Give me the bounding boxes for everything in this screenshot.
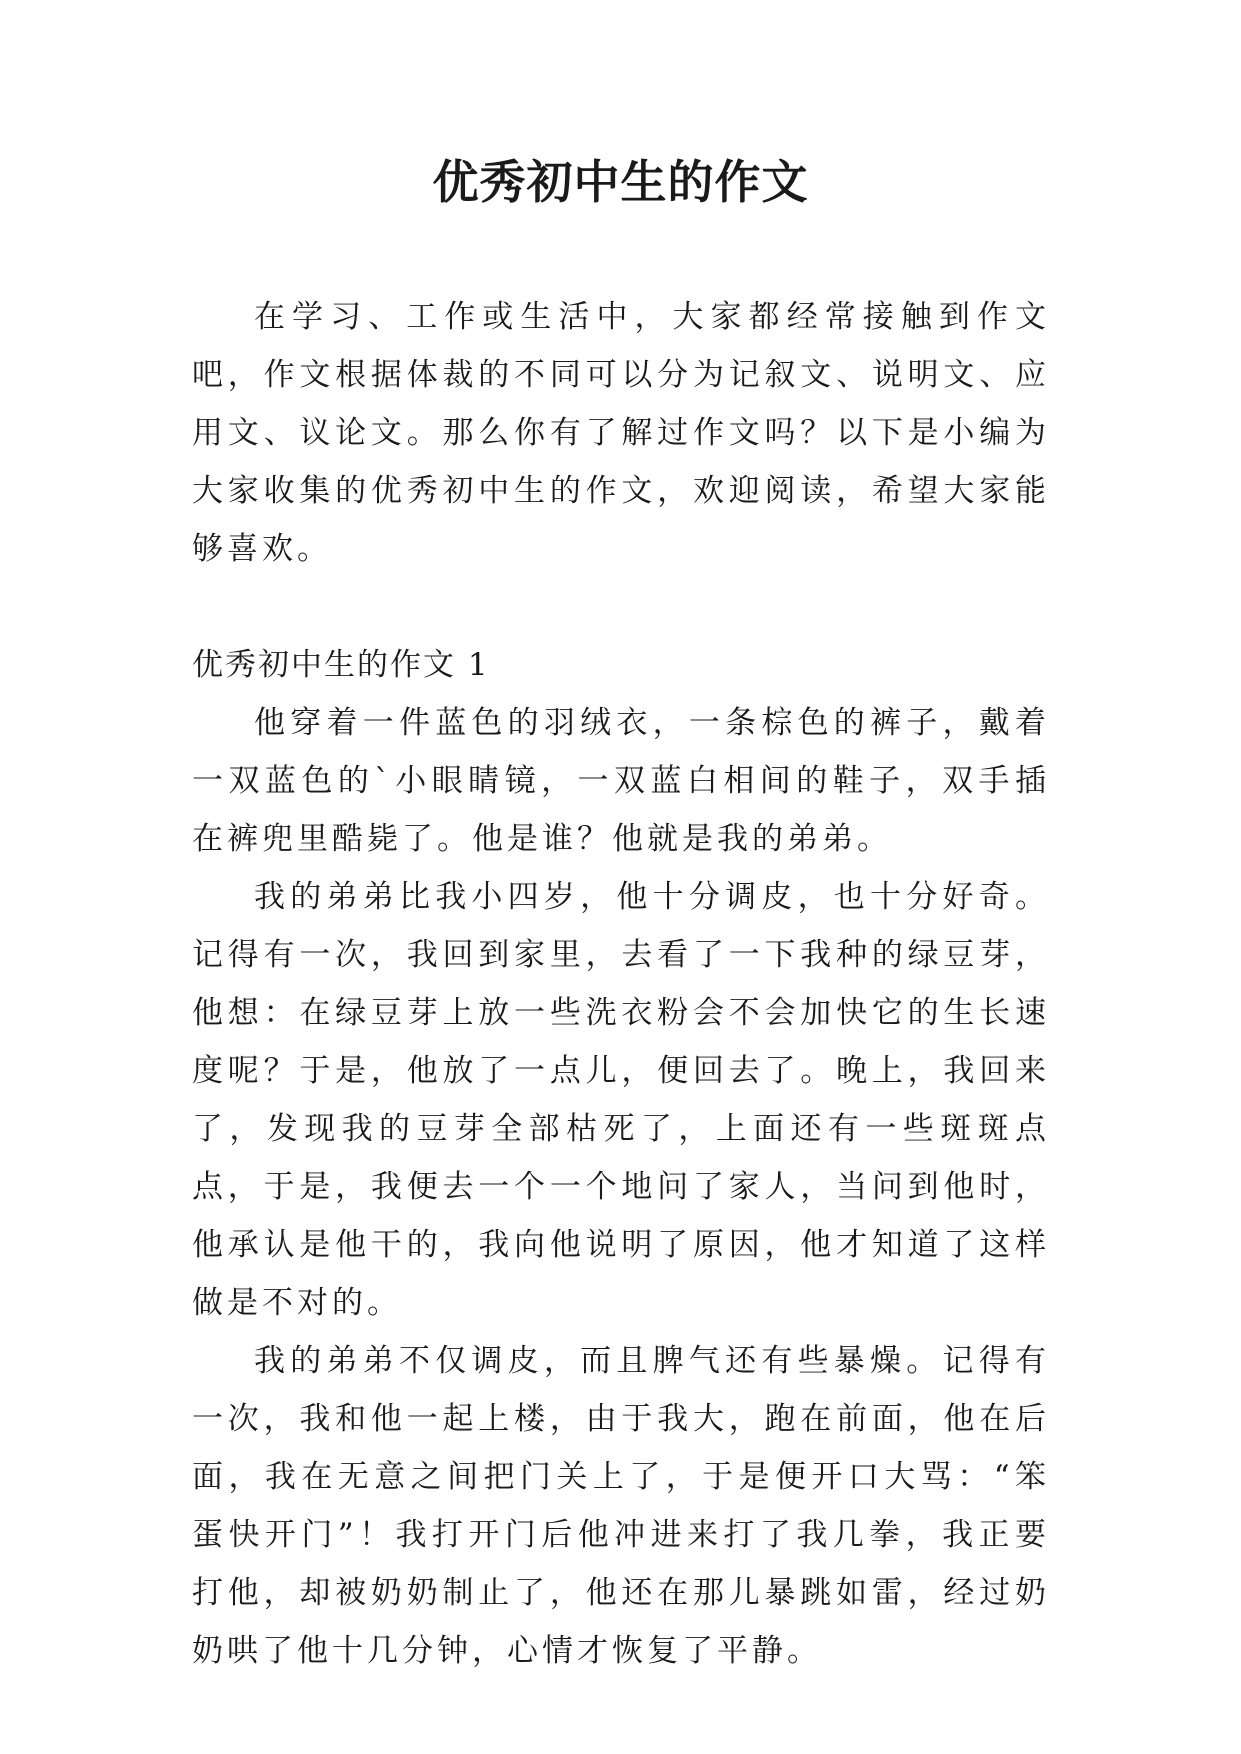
document-title: 优秀初中生的作文 — [432, 155, 809, 209]
body-paragraph: 我的弟弟不仅调皮，而且脾气还有些暴燥。记得有一次，我和他一起上楼，由于我大，跑在前面，他在后面，我在无意之间把门关上了，于是便开口大骂：“笨蛋快开门”！我打开门后他冲进来打了我几拳，我正要打他，却被奶奶制止了，他还在那儿暴跳如雷，经过奶奶哄了他十几分钟，心情才恢复了平静。 — [192, 1343, 1050, 1669]
body-paragraph: 我的弟弟比我小四岁，他十分调皮，也十分好奇。记得有一次，我回到家里，去看了一下我种的绿豆芽，他想：在绿豆芽上放一些洗衣粉会不会加快它的生长速度呢？于是，他放了一点儿，便回去了。晚上，我回来了，发现我的豆芽全部枯死了，上面还有一些斑斑点点，于是，我便去一个一个地问了家人，当问到他时，他承认是他干的，我向他说明了原因，他才知道了这样做是不对的。 — [192, 879, 1050, 1321]
body-paragraph: 他穿着一件蓝色的羽绒衣，一条棕色的裤子，戴着一双蓝色的`小眼睛镜，一双蓝白相间的鞋子，双手插在裤兜里酷毙了。他是谁？他就是我的弟弟。 — [192, 705, 1050, 857]
document-body — [192, 288, 1050, 1680]
intro-paragraph: 在学习、工作或生活中，大家都经常接触到作文吧，作文根据体裁的不同可以分为记叙文、说明文、应用文、议论文。那么你有了解过作文吗？以下是小编为大家收集的优秀初中生的作文，欢迎阅读，希望大家能够喜欢。 — [192, 299, 1050, 567]
essay-section — [192, 636, 1050, 1680]
section-heading: 优秀初中生的作文 1 — [192, 647, 490, 683]
